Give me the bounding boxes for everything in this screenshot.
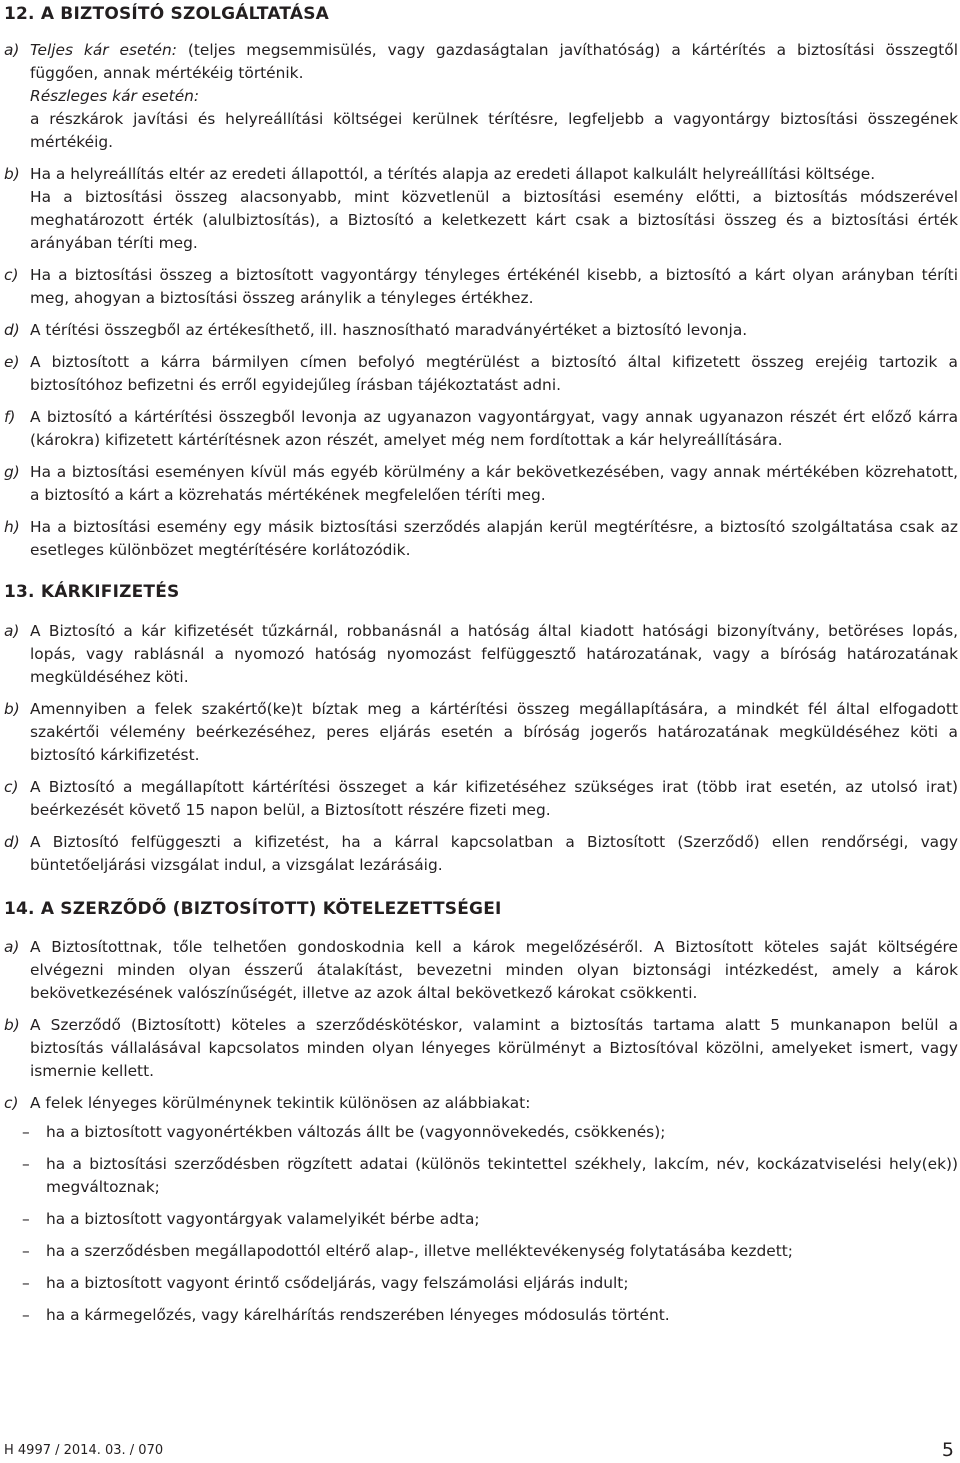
- dash-marker: –: [22, 1306, 30, 1324]
- list-item-text: ha a biztosítási szerződésben rögzített adatai (különös tekintettel székhely, lakcím, név, kockázatviselési hely(ek)) megváltoznak;: [46, 1155, 958, 1196]
- list-item: [22, 1272, 958, 1295]
- item-label: d): [4, 321, 20, 339]
- dash-marker: –: [22, 1242, 30, 1260]
- section-12-item-f: [4, 406, 958, 452]
- list-item-text: ha a biztosított vagyonértékben változás állt be (vagyonnövekedés, csökkenés);: [46, 1123, 666, 1141]
- item-label: b): [4, 700, 20, 718]
- section-12-item-h: [4, 516, 958, 562]
- item-text: A Biztosító a megállapított kártérítési összeget a kár kifizetéséhez szükséges irat (több irat esetén, az utolsó irat) beérkezését követő 15 napon belül, a Biztosított részére fizeti meg.: [30, 778, 958, 819]
- item-lead: Teljes kár esetén:: [30, 41, 177, 59]
- document-page: [4, 0, 958, 1336]
- item-label: c): [4, 1094, 19, 1112]
- section-12-item-b: [4, 163, 958, 255]
- section-12-item-a: [4, 39, 958, 154]
- item-text: Ha a helyreállítás eltér az eredeti állapottól, a térítés alapja az eredeti állapot kalkulált helyreállítási költsége.: [30, 165, 876, 183]
- section-13-item-b: [4, 698, 958, 767]
- item-text: A Biztosító felfüggeszti a kifizetést, ha a kárral kapcsolatban a Biztosított (Szerződő) ellen rendőrségi, vagy büntetőeljárási vizsgálat indul, a vizsgálat lezárásáig.: [30, 833, 958, 874]
- item-label: a): [4, 622, 20, 640]
- item-label: d): [4, 833, 20, 851]
- list-item: [22, 1304, 958, 1327]
- dash-marker: –: [22, 1155, 30, 1173]
- document-code: H 4997 / 2014. 03. / 070: [4, 1443, 164, 1458]
- section-13-item-c: [4, 776, 958, 822]
- item-text: A biztosító a kártérítési összegből levonja az ugyanazon vagyontárgyat, vagy annak ugyanazon részét ért előző kárra (károkra) kifizetett kártérítésnek azon részét, amelyet még nem fordítottak a kár helyreállítására.: [30, 408, 958, 449]
- item-text-2: Ha a biztosítási összeg alacsonyabb, mint közvetlenül a biztosítási esemény előtti, a biztosítás módszerével meghatározott érték (alulbiztosítás), a Biztosító a keletkezett kárt csak a biztosítási összeg és a biztosítási érték arányában téríti meg.: [30, 188, 958, 252]
- section-14-item-b: [4, 1014, 958, 1083]
- item-label: a): [4, 41, 20, 59]
- item-text: Amennyiben a felek szakértő(ke)t bíztak meg a kártérítési összeg megállapítására, a mindkét fél által elfogadott szakértői vélemény beérkezéséhez, peres eljárás esetén a bíróság jogerős határozatának megküldéséhez köti a biztosító kárkifizetést.: [30, 700, 958, 764]
- list-item-text: ha a biztosított vagyont érintő csődeljárás, vagy felszámolási eljárás indult;: [46, 1274, 629, 1292]
- item-text: Ha a biztosítási esemény egy másik biztosítási szerződés alapján kerül megtérítésre, a biztosító szolgáltatása csak az esetleges különbözet megtérítésére korlátozódik.: [30, 518, 958, 559]
- item-label: f): [4, 408, 16, 426]
- partial-text: a részkárok javítási és helyreállítási költségei kerülnek térítésre, legfeljebb a vagyontárgy biztosítási összegének mértékéig.: [30, 110, 958, 151]
- dash-marker: –: [22, 1123, 30, 1141]
- list-item: [22, 1240, 958, 1263]
- section-12-item-g: [4, 461, 958, 507]
- section-12-title: 12. A BIZTOSÍTÓ SZOLGÁLTATÁSA: [4, 4, 330, 24]
- section-12-item-e: [4, 351, 958, 397]
- list-item: [22, 1208, 958, 1231]
- dash-marker: –: [22, 1274, 30, 1292]
- list-item: [22, 1153, 958, 1199]
- section-13-item-a: [4, 620, 958, 689]
- item-text: A Biztosító a kár kifizetését tűzkárnál, robbanásnál a hatóság által kiadott hatósági bizonyítvány, betöréses lopás, lopás, vagy rablásnál a nyomozó hatóság nyomozást felfüggesztő határozatának, vagy a bíróság határozatának megküldéséhez köti.: [30, 622, 958, 686]
- circumstances-list: [22, 1121, 958, 1327]
- item-text: A térítési összegből az értékesíthető, ill. hasznosítható maradványértéket a biztosító levonja.: [30, 321, 748, 339]
- item-label: c): [4, 266, 19, 284]
- item-label: a): [4, 938, 20, 956]
- item-text: A Szerződő (Biztosított) köteles a szerződéskötéskor, valamint a biztosítás tartama alatt 5 munkanapon belül a biztosítás vállalásával kapcsolatos minden olyan lényeges körülményt a Biztosítóval közölni, amelyeket ismert, vagy ismernie kellett.: [30, 1016, 958, 1080]
- item-text: (teljes megsemmisülés, vagy gazdaságtalan javíthatóság) a kártérítés a biztosítási összegtől függően, annak mértékéig történik.: [30, 41, 958, 82]
- list-item: [22, 1121, 958, 1144]
- section-13-title: 13. KÁRKIFIZETÉS: [4, 582, 180, 602]
- item-label: c): [4, 778, 19, 796]
- item-text: A Biztosítottnak, tőle telhetően gondoskodnia kell a károk megelőzéséről. A Biztosított köteles saját költségére elvégezni minden olyan ésszerű átalakítást, bevezetni minden olyan biztonsági intézkedést, amely a károk bekövetkezésének valószínűségét, illetve az azok által bekövetkező károkat csökkenti.: [30, 938, 958, 1002]
- item-label: e): [4, 353, 20, 371]
- section-14-item-a: [4, 936, 958, 1005]
- section-13-item-d: [4, 831, 958, 877]
- dash-marker: –: [22, 1210, 30, 1228]
- item-text: A biztosított a kárra bármilyen címen befolyó megtérülést a biztosító által kifizetett összeg erejéig tartozik a biztosítóhoz befizetni és erről egyidejűleg írásban tájékoztatást adni.: [30, 353, 958, 394]
- item-text: A felek lényeges körülménynek tekintik különösen az alábbiakat:: [30, 1094, 531, 1112]
- section-14-title: 14. A SZERZŐDŐ (BIZTOSÍTOTT) KÖTELEZETTSÉGEI: [4, 899, 502, 919]
- item-text: Ha a biztosítási összeg a biztosított vagyontárgy tényleges értékénél kisebb, a biztosító a kárt olyan arányban téríti meg, ahogyan a biztosítási összeg aránylik a tényleges értékhez.: [30, 266, 958, 307]
- item-label: g): [4, 463, 20, 481]
- section-14-item-c: [4, 1092, 958, 1327]
- item-text: Ha a biztosítási eseményen kívül más egyéb körülmény a kár bekövetkezésében, vagy annak mértékében közrehatott, a biztosító a kárt a közrehatás mértékének megfelelően téríti meg.: [30, 463, 958, 504]
- section-12-item-c: [4, 264, 958, 310]
- section-12-item-d: [4, 319, 958, 342]
- list-item-text: ha a szerződésben megállapodottól eltérő alap-, illetve melléktevékenység folytatásába kezdett;: [46, 1242, 793, 1260]
- list-item-text: ha a kármegelőzés, vagy kárelhárítás rendszerében lényeges módosulás történt.: [46, 1306, 670, 1324]
- item-label: h): [4, 518, 20, 536]
- item-label: b): [4, 1016, 20, 1034]
- item-label: b): [4, 165, 20, 183]
- list-item-text: ha a biztosított vagyontárgyak valamelyikét bérbe adta;: [46, 1210, 480, 1228]
- page-number: 5: [941, 1439, 954, 1461]
- partial-heading: Részleges kár esetén:: [30, 87, 200, 105]
